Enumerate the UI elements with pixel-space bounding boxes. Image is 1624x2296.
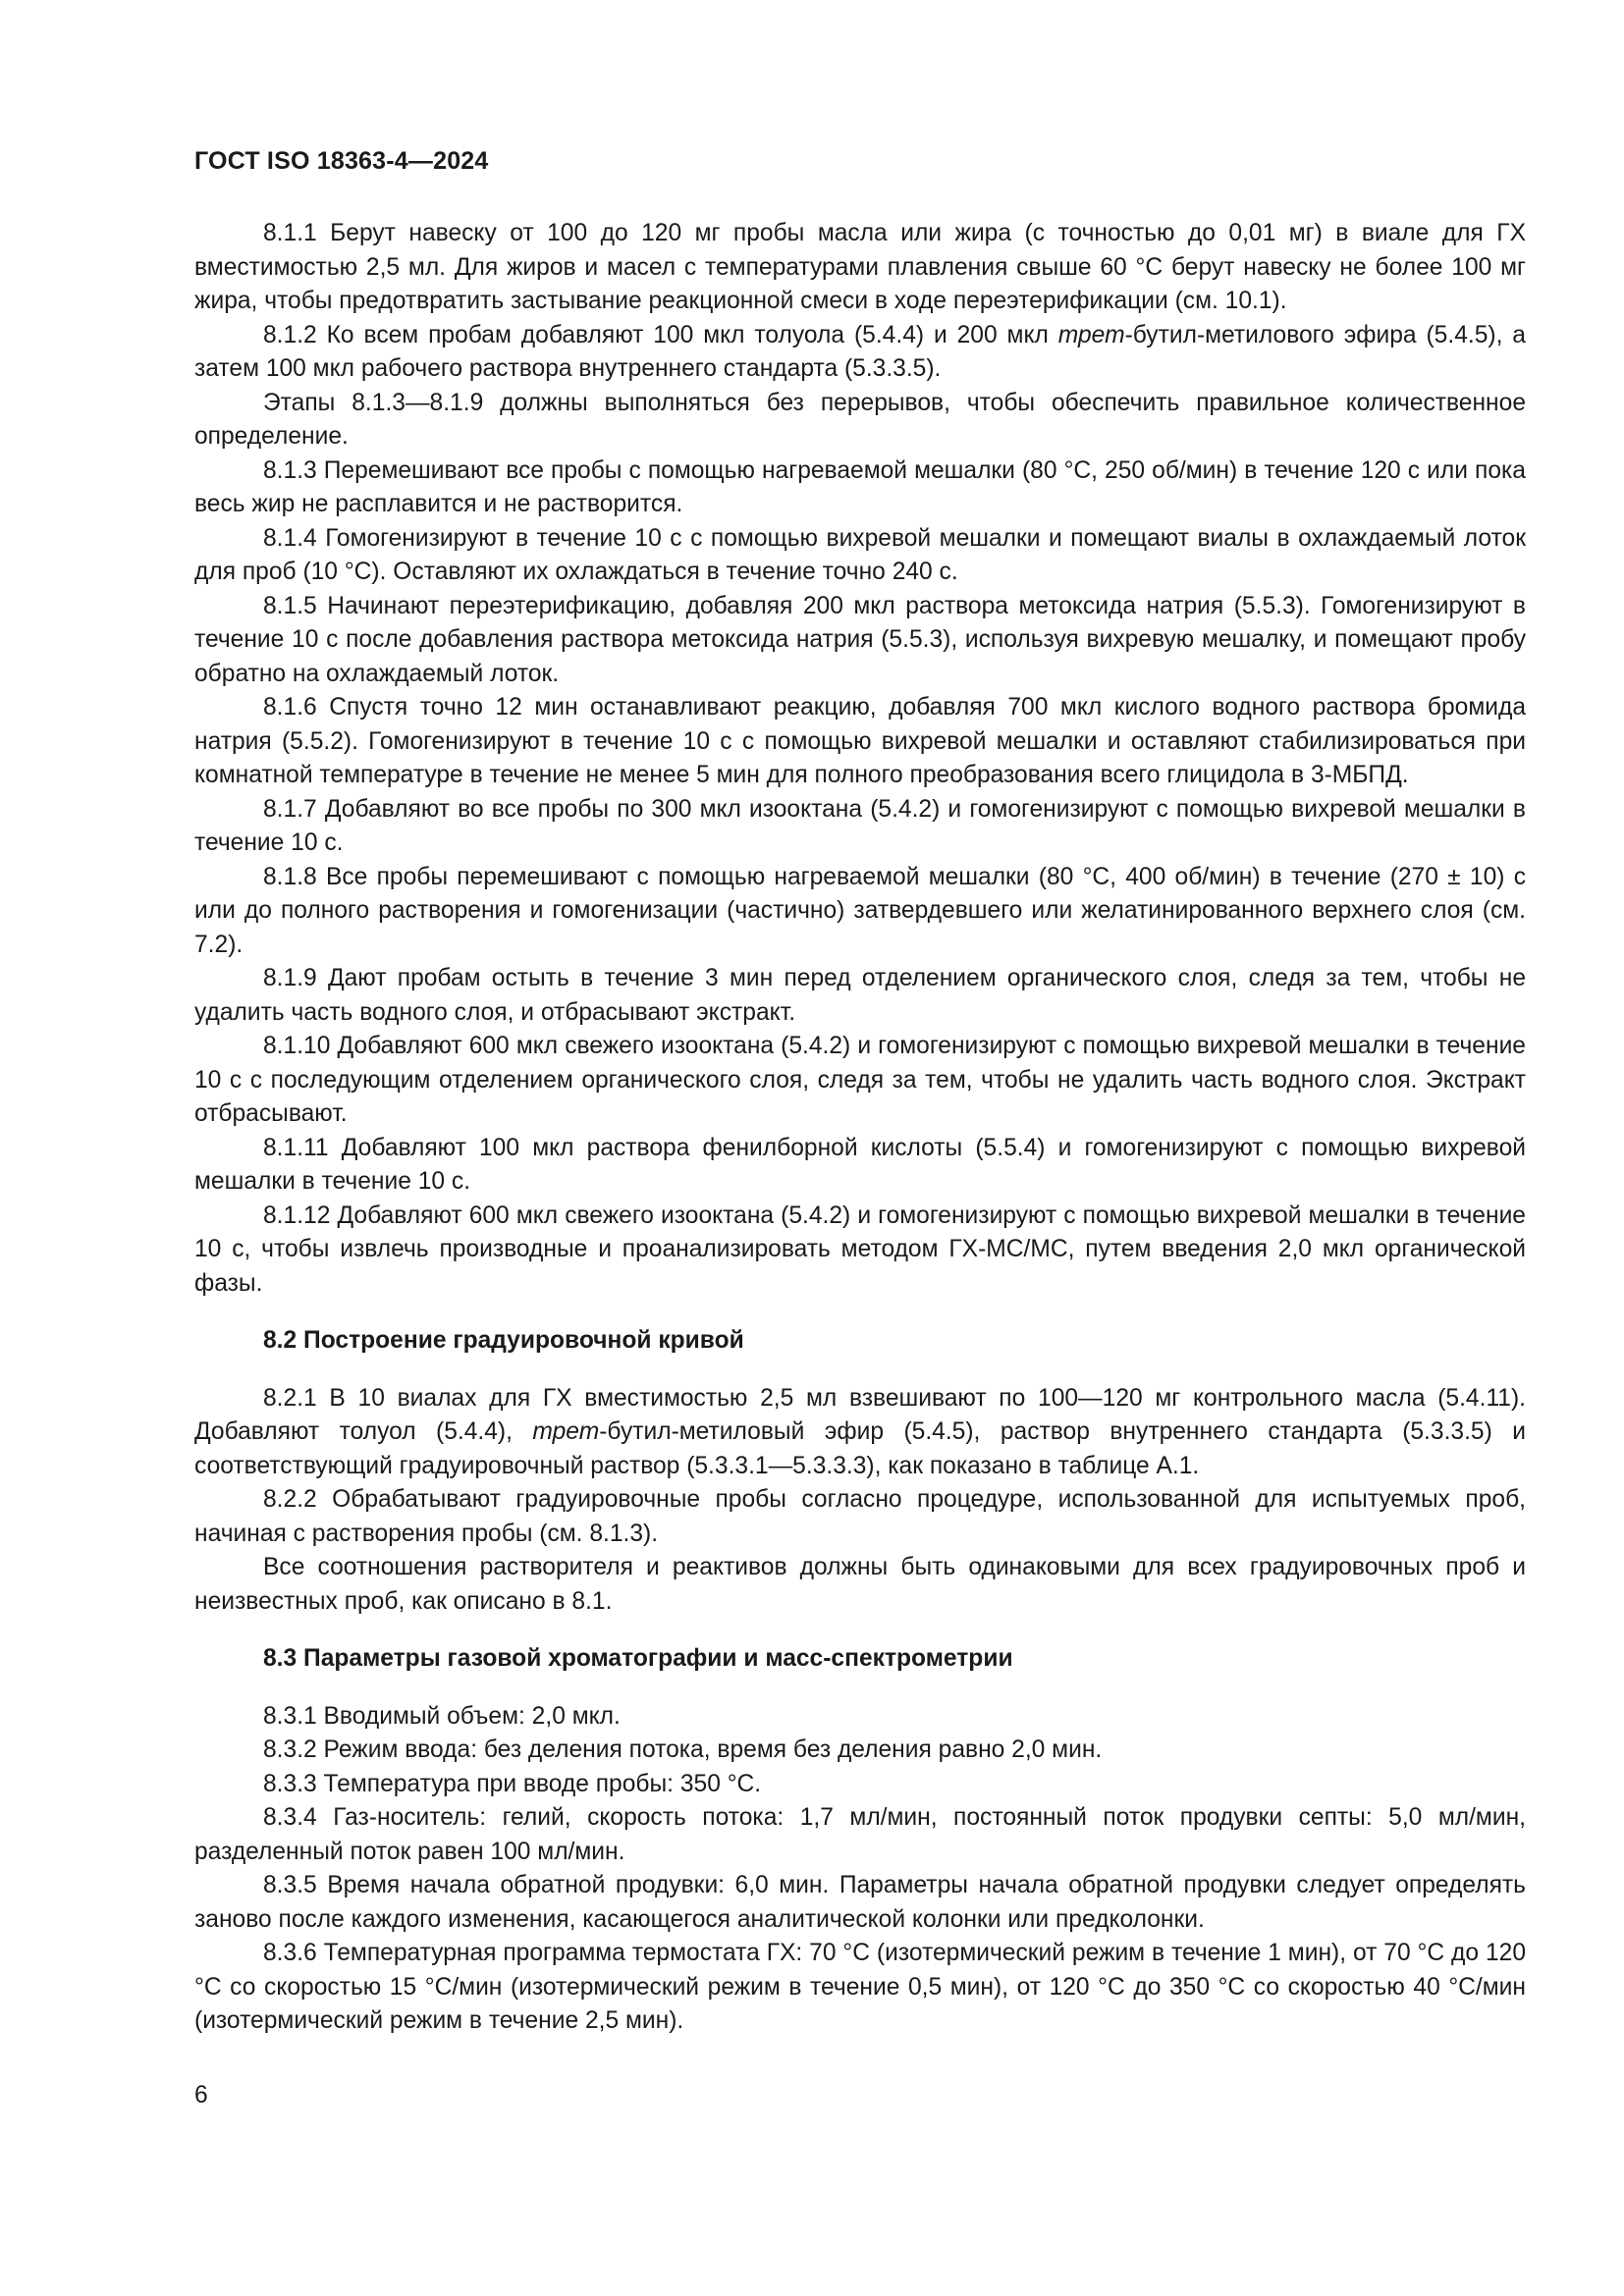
italic-text: трет xyxy=(532,1418,600,1445)
paragraph-8-1-5: 8.1.5 Начинают переэтерификацию, добавляя 200 мкл раствора метоксида натрия (5.5.3). Гомогенизируют в течение 10 с после добавления раствора метоксида натрия (5.5.3), используя вихревую мешалку, и помещают пробу обратно на охлаждаемый лоток. xyxy=(194,592,1526,687)
section-heading-8-2: 8.2 Построение градуировочной кривой xyxy=(263,1327,744,1354)
paragraph-8-3-3: 8.3.3 Температура при вводе пробы: 350 °С. xyxy=(263,1770,762,1797)
paragraph-8-3-2: 8.3.2 Режим ввода: без деления потока, время без деления равно 2,0 мин. xyxy=(263,1736,1103,1763)
text-run: -бутил-метилового эфира (5.4.5), а затем 100 мкл рабочего раствора внутреннего стандарта (5.3.3.5). xyxy=(194,321,1526,382)
paragraph-8-1-10: 8.1.10 Добавляют 600 мкл свежего изооктана (5.4.2) и гомогенизируют с помощью вихревой мешалки в течение 10 с с последующим отделением органического слоя, следя за тем, чтобы не удалить часть водного слоя. Экстракт отбрасывают. xyxy=(194,1033,1526,1127)
document-page xyxy=(194,147,1526,2039)
paragraph-8-3-6: 8.3.6 Температурная программа термостата ГХ: 70 °С (изотермический режим в течение 1 мин), от 70 °С до 120 °С со скоростью 15 °С/мин (изотермический режим в течение 0,5 мин), от 120 °С до 350 °С со скоростью 40 °С/мин (изотермический режим в течение 2,5 мин). xyxy=(194,1940,1526,2034)
paragraph-8-2-2: 8.2.2 Обрабатывают градуировочные пробы согласно процедуре, использованной для испытуемых проб, начиная с растворения пробы (см. 8.1.3). xyxy=(194,1486,1526,1547)
italic-text: трет xyxy=(1057,321,1125,348)
text-run: 8.2.1 В 10 виалах для ГХ вместимостью 2,5 мл взвешивают по 100—120 мг контрольного масла (5.4.11). Добавляют толуол (5.4.4), xyxy=(194,1384,1526,1445)
paragraph-8-2-1 xyxy=(194,1382,1526,1484)
paragraph-8-3-5: 8.3.5 Время начала обратной продувки: 6,0 мин. Параметры начала обратной продувки следует определять заново после каждого изменения, касающегося аналитической колонки или предколонки. xyxy=(194,1872,1526,1933)
paragraph-8-1-11: 8.1.11 Добавляют 100 мкл раствора фенилборной кислоты (5.5.4) и гомогенизируют с помощью вихревой мешалки в течение 10 с. xyxy=(194,1134,1526,1195)
paragraph-8-1-8: 8.1.8 Все пробы перемешивают с помощью нагреваемой мешалки (80 °С, 400 об/мин) в течение (270 ± 10) с или до полного растворения и гомогенизации (частично) затвердевшего или желатинированного верхнего слоя (см. 7.2). xyxy=(194,863,1526,958)
paragraph-8-1-3: 8.1.3 Перемешивают все пробы с помощью нагреваемой мешалки (80 °С, 250 об/мин) в течение 120 с или пока весь жир не расплавится и не растворится. xyxy=(194,456,1526,517)
page-number: 6 xyxy=(194,2082,208,2109)
paragraph-8-1-1: 8.1.1 Берут навеску от 100 до 120 мг пробы масла или жира (с точностью до 0,01 мг) в виале для ГХ вместимостью 2,5 мл. Для жиров и масел с температурами плавления свыше 60 °С берут навеску не более 100 мг жира, чтобы предотвратить застывание реакционной смеси в ходе переэтерификации (см. 10.1). xyxy=(194,220,1526,314)
text-run: 8.1.2 Ко всем пробам добавляют 100 мкл толуола (5.4.4) и 200 мкл xyxy=(263,321,1058,348)
paragraph-8-1-6: 8.1.6 Спустя точно 12 мин останавливают реакцию, добавляя 700 мкл кислого водного раствора бромида натрия (5.5.2). Гомогенизируют в течение 10 с с помощью вихревой мешалки и оставляют стабилизироваться при комнатной температуре в течение не менее 5 мин для полного преобразования всего глицидола в 3-МБПД. xyxy=(194,694,1526,788)
text-run: -бутил-метиловый эфир (5.4.5), раствор внутреннего стандарта (5.3.3.5) и соответствующий градуировочный раствор (5.3.3.1—5.3.3.3), как показано в таблице А.1. xyxy=(194,1418,1526,1479)
paragraph-8-1-2 xyxy=(194,319,1526,387)
paragraph-stages-note: Этапы 8.1.3—8.1.9 должны выполняться без перерывов, чтобы обеспечить правильное количественное определение. xyxy=(194,389,1526,450)
section-heading-8-3: 8.3 Параметры газовой хроматографии и масс-спектрометрии xyxy=(263,1645,1013,1672)
paragraph-ratios-note: Все соотношения растворителя и реактивов должны быть одинаковыми для всех градуировочных проб и неизвестных проб, как описано в 8.1. xyxy=(194,1554,1526,1615)
paragraph-8-1-4: 8.1.4 Гомогенизируют в течение 10 с с помощью вихревой мешалки и помещают виалы в охлаждаемый лоток для проб (10 °С). Оставляют их охлаждаться в течение точно 240 с. xyxy=(194,524,1526,585)
paragraph-8-3-4: 8.3.4 Газ-носитель: гелий, скорость потока: 1,7 мл/мин, постоянный поток продувки септы: 5,0 мл/мин, разделенный поток равен 100 мл/мин. xyxy=(194,1804,1526,1865)
paragraph-8-1-9: 8.1.9 Дают пробам остыть в течение 3 мин перед отделением органического слоя, следя за тем, чтобы не удалить часть водного слоя, и отбрасывают экстракт. xyxy=(194,965,1526,1026)
paragraph-8-3-1: 8.3.1 Вводимый объем: 2,0 мкл. xyxy=(263,1702,621,1730)
document-header: ГОСТ ISO 18363-4—2024 xyxy=(194,147,489,175)
paragraph-8-1-7: 8.1.7 Добавляют во все пробы по 300 мкл изооктана (5.4.2) и гомогенизируют с помощью вихревой мешалки в течение 10 с. xyxy=(194,795,1526,856)
paragraph-8-1-12: 8.1.12 Добавляют 600 мкл свежего изооктана (5.4.2) и гомогенизируют с помощью вихревой мешалки в течение 10 с, чтобы извлечь производные и проанализировать методом ГХ-МС/МС, путем введения 2,0 мкл органической фазы. xyxy=(194,1201,1526,1297)
